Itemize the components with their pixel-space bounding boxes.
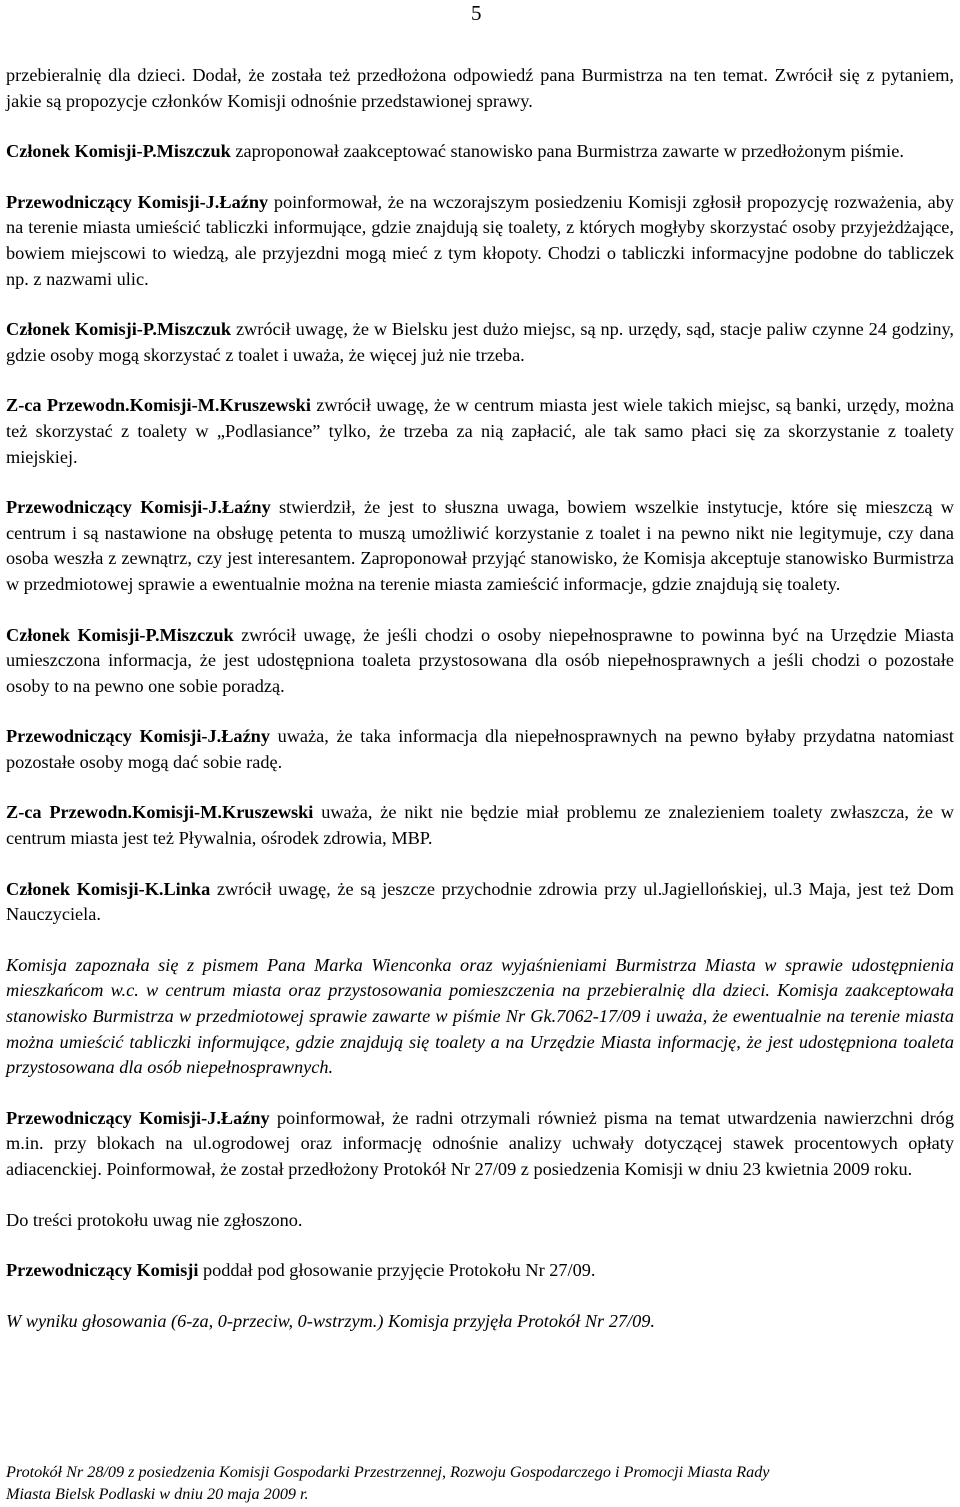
speaker-name: Członek Komisji-P.Miszczuk xyxy=(6,624,234,645)
speaker-name: Członek Komisji-P.Miszczuk xyxy=(6,141,231,162)
page-number: 5 xyxy=(471,1,482,25)
speaker-name: Przewodniczący Komisji-J.Łaźny xyxy=(6,726,270,747)
speaker-name: Przewodniczący Komisji-J.Łaźny xyxy=(6,191,269,212)
speaker-name: Przewodniczący Komisji xyxy=(6,1260,199,1281)
paragraph-text: uważa, że nikt nie będzie miał problemu ze znalezieniem toalety zwłaszcza, że w centrum miasta jest też Pływalnia, ośrodek zdrowia, MBP. xyxy=(6,802,954,849)
paragraph-15-vote-result xyxy=(6,1309,954,1335)
paragraph-text: zaproponował zaakceptować stanowisko pana Burmistrza zawarte w przedłożonym piśmie. xyxy=(230,141,904,162)
paragraph-text: zwrócił uwagę, że są jeszcze przychodnie zdrowia przy ul.Jagiellońskiej, ul.3 Maja, jest też Dom Nauczyciela. xyxy=(6,878,954,925)
paragraph-text: poinformował, że radni otrzymali również pisma na temat utwardzenia nawierzchni dróg m.in. przy blokach na ul.ogrodowej oraz informację odnośnie analizy uchwały dotyczącej stawek procentowych opłaty adiacenckiej. Poinformował, że został przedłożony Protokół Nr 27/09 z posiedzenia Komisji w dniu 23 kwietnia 2009 roku. xyxy=(6,1107,954,1179)
paragraph-9 xyxy=(6,800,954,851)
paragraph-5 xyxy=(6,393,954,470)
paragraph-text: Do treści protokołu uwag nie zgłoszono. xyxy=(6,1209,303,1230)
speaker-name: Z-ca Przewodn.Komisji-M.Kruszewski xyxy=(6,395,311,416)
paragraph-text: uważa, że taka informacja dla niepełnosprawnych na pewno byłaby przydatna natomiast pozostałe osoby mogą dać sobie radę. xyxy=(6,726,955,772)
paragraph-text: zwrócił uwagę, że w Bielsku jest dużo miejsc, są np. urzędy, sąd, stacje paliw czynne 24 godziny, gdzie osoby mogą skorzystać z toalet i uważa, że więcej już nie trzeba. xyxy=(6,319,955,365)
footer-line-1: Protokół Nr 28/09 z posiedzenia Komisji Gospodarki Przestrzennej, Rozwoju Gospodarczego i Promocji Miasta Rady xyxy=(6,1463,770,1481)
paragraph-14 xyxy=(6,1258,954,1284)
speaker-name: Przewodniczący Komisji-J.Łaźny xyxy=(6,497,271,518)
paragraph-4 xyxy=(6,317,954,368)
paragraph-6 xyxy=(6,495,954,597)
speaker-name: Przewodniczący Komisji-J.Łaźny xyxy=(6,1107,270,1128)
paragraph-7 xyxy=(6,623,954,700)
speaker-name: Z-ca Przewodn.Komisji-M.Kruszewski xyxy=(6,802,314,823)
paragraph-12 xyxy=(6,1106,954,1183)
paragraph-text: zwrócił uwagę, że jeśli chodzi o osoby niepełnosprawne to powinna być na Urzędzie Miasta umieszczona informacja, że jest udostępniona toaleta przystosowana dla osób niepełnosprawnych a jeśli chodzi o pozostałe osoby to na pewno one sobie poradzą. xyxy=(6,624,954,696)
paragraph-text: W wyniku głosowania (6-za, 0-przeciw, 0-wstrzym.) Komisja przyjęła Protokół Nr 27/09. xyxy=(6,1310,655,1331)
paragraph-text: poinformował, że na wczorajszym posiedzeniu Komisji zgłosił propozycję rozważenia, aby na terenie miasta umieścić tabliczki informujące, gdzie znajdują się toalety, z których mogłyby skorzystać osoby przyjeżdżające, bowiem miejscowi to wiedzą, ale przyjezdni mogą mieć z tym kłopoty. Chodzi o tabliczki informacyjne podobne do tabliczek np. z nazwami ulic. xyxy=(6,191,954,289)
paragraph-10 xyxy=(6,877,954,928)
paragraph-text: przebieralnię dla dzieci. Dodał, że została też przedłożona odpowiedź pana Burmistrza na ten temat. Zwrócił się z pytaniem, jakie są propozycje członków Komisji odnośnie przedstawionej sprawy. xyxy=(6,65,954,111)
document-body xyxy=(6,63,954,1359)
footer-line-2: Miasta Bielsk Podlaski w dniu 20 maja 2009 r. xyxy=(6,1485,309,1503)
paragraph-text: stwierdził, że jest to słuszna uwaga, bowiem wszelkie instytucje, które się mieszczą w centrum i są nastawione na obsługę petenta to muszą umożliwić korzystanie z toalet i na pewno nikt nie legitymuje, czy dana osoba weszła z zewnątrz, czy jest interesantem. Zaproponował przyjąć stanowisko, że Komisja akceptuje stanowisko Burmistrza w przedmiotowej sprawie a ewentualnie można na terenie miasta zamieścić informacje, gdzie znajdują się toalety. xyxy=(6,497,954,594)
paragraph-2 xyxy=(6,139,954,165)
paragraph-13 xyxy=(6,1208,954,1234)
page-footer xyxy=(6,1461,954,1505)
paragraph-1 xyxy=(6,63,954,114)
speaker-name: Członek Komisji-P.Miszczuk xyxy=(6,319,232,340)
paragraph-text: poddał pod głosowanie przyjęcie Protokołu Nr 27/09. xyxy=(198,1260,596,1281)
paragraph-text: zwrócił uwagę, że w centrum miasta jest wiele takich miejsc, są banki, urzędy, można też skorzystać z toalety w „Podlasiance” tylko, że trzeba za nią zapłacić, ale tak samo płaci się za skorzystanie z toalety miejskiej. xyxy=(6,395,954,467)
paragraph-11-resolution xyxy=(6,953,954,1081)
speaker-name: Członek Komisji-K.Linka xyxy=(6,878,211,899)
paragraph-8 xyxy=(6,724,954,775)
paragraph-3 xyxy=(6,190,954,292)
paragraph-text: Komisja zapoznała się z pismem Pana Marka Wienconka oraz wyjaśnieniami Burmistrza Miasta w sprawie udostępnienia mieszkańcom w.c. w centrum miasta oraz przystosowania pomieszczenia na przebieralnię dla dzieci. Komisja zaakceptowała stanowisko Burmistrza w przedmiotowej sprawie zawarte w piśmie Nr Gk.7062-17/09 i uważa, że ewentualnie na terenie miasta można umieścić tabliczki informujące, gdzie znajdują się toalety a na Urzędzie Miasta informację, że jest udostępniona toaleta przystosowana dla osób niepełnosprawnych. xyxy=(6,954,954,1078)
